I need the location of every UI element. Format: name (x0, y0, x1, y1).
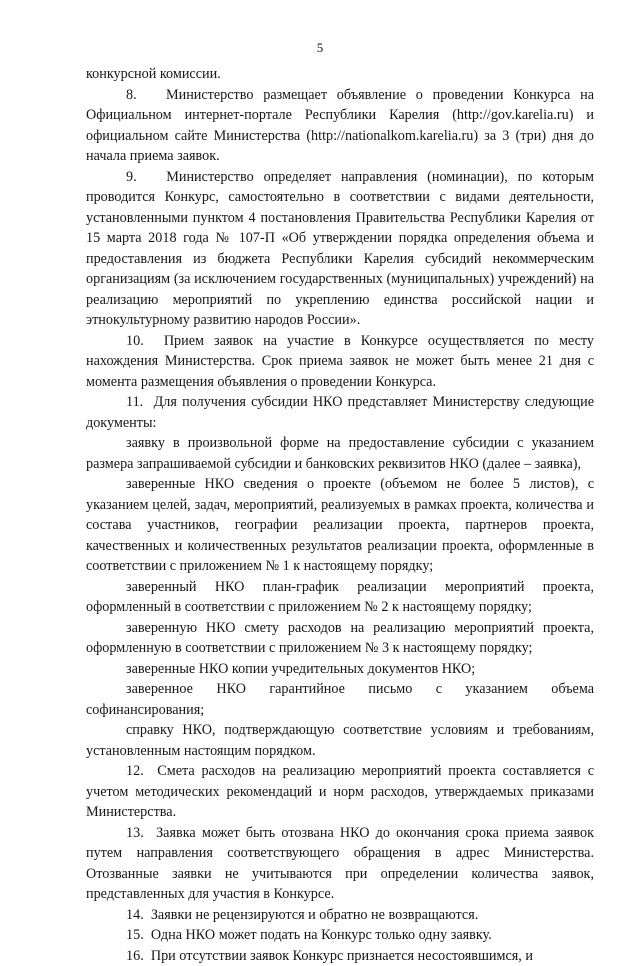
paragraph-12: 12. Смета расходов на реализацию мероприятий проекта составляется с учетом методических рекомендаций и норм расходов, утверждаемых приказами Министерства. (86, 761, 594, 823)
paragraph-15: 15. Одна НКО может подать на Конкурс только одну заявку. (86, 925, 594, 946)
paragraph-11-certificate: справку НКО, подтверждающую соответствие условиям и требованиям, установленным настоящим порядком. (86, 720, 594, 761)
paragraph-8: 8. Министерство размещает объявление о проведении Конкурса на Официальном интернет-портале Республики Карелия (http://gov.karelia.ru) и официальном сайте Министерства (http://nationalkom.karelia.ru) за 3 (три) дня до начала приема заявок. (86, 85, 594, 167)
paragraph-14: 14. Заявки не рецензируются и обратно не возвращаются. (86, 905, 594, 926)
paragraph-11-schedule: заверенный НКО план-график реализации мероприятий проекта, оформленный в соответствии с приложением № 2 к настоящему порядку; (86, 577, 594, 618)
paragraph-16: 16. При отсутствии заявок Конкурс признается несостоявшимся, и (86, 946, 594, 966)
paragraph-9: 9. Министерство определяет направления (номинации), по которым проводится Конкурс, самостоятельно в соответствии с видами деятельности, установленными пунктом 4 постановления Правительства Республики Карелия от 15 марта 2018 года № 107-П «Об утверждении порядка определения объема и предоставления из бюджета Республики Карелия субсидий некоммерческим организациям (за исключением государственных (муниципальных) учреждений) на реализацию мероприятий по укреплению единства российской нации и этнокультурному развитию народов России». (86, 167, 594, 331)
page-number: 5 (0, 40, 640, 56)
paragraph-11-founding-docs: заверенные НКО копии учредительных документов НКО; (86, 659, 594, 680)
paragraph-10: 10. Прием заявок на участие в Конкурсе осуществляется по месту нахождения Министерства. Срок приема заявок не может быть менее 21 дня с момента размещения объявления о проведении Конкурса. (86, 331, 594, 393)
paragraph-13: 13. Заявка может быть отозвана НКО до окончания срока приема заявок путем направления соответствующего обращения в адрес Министерства. Отозванные заявки не учитываются при определении количества заявок, представленных для участия в Конкурсе. (86, 823, 594, 905)
paragraph-11: 11. Для получения субсидии НКО представляет Министерству следующие документы: (86, 392, 594, 433)
paragraph-11-budget: заверенную НКО смету расходов на реализацию мероприятий проекта, оформленную в соответствии с приложением № 3 к настоящему порядку; (86, 618, 594, 659)
document-body (86, 64, 594, 966)
paragraph-11-application: заявку в произвольной форме на предоставление субсидии с указанием размера запрашиваемой субсидии и банковских реквизитов НКО (далее – заявка), (86, 433, 594, 474)
paragraph-continuation: конкурсной комиссии. (86, 64, 594, 85)
paragraph-11-guarantee-letter: заверенное НКО гарантийное письмо с указанием объема софинансирования; (86, 679, 594, 720)
paragraph-11-project-info: заверенные НКО сведения о проекте (объемом не более 5 листов), с указанием целей, задач, мероприятий, реализуемых в рамках проекта, количества и состава участников, географии реализации проекта, партнеров проекта, качественных и количественных результатов реализации проекта, оформленные в соответствии с приложением № 1 к настоящему порядку; (86, 474, 594, 577)
